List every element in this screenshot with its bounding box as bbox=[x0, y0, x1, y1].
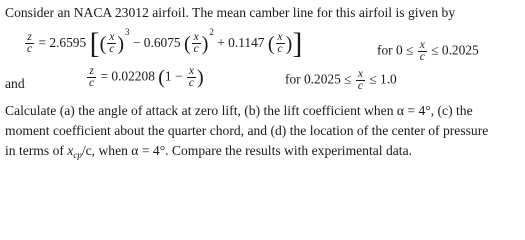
square-exponent: 2 bbox=[209, 27, 214, 37]
eq1-condition: for 0 ≤ $\frac{x}{c}$ ≤ 0.2025 bbox=[377, 39, 479, 63]
eq2-coefficient: = 0.02208 bbox=[100, 68, 155, 84]
eq1-term2: − 0.6075 bbox=[132, 35, 181, 50]
equation-2: $\frac{z}{c}$ = 0.02208 (1 − $\frac{x}{c}$ ) bbox=[89, 65, 204, 89]
left-bracket: [ bbox=[89, 26, 100, 60]
xcp-symbol: x bbox=[67, 143, 74, 158]
body-line-2: moment coefficient about the quarter chord, and (d) the location of the center of pressure bbox=[5, 123, 489, 138]
eq1-term3: + 0.1147 bbox=[217, 35, 265, 50]
eq2-condition: for 0.2025 ≤ $\frac{x}{c}$ ≤ 1.0 bbox=[285, 68, 397, 92]
and-label: and bbox=[5, 76, 25, 91]
xcp-subscript: cp bbox=[73, 150, 82, 160]
cube-exponent: 3 bbox=[125, 27, 130, 37]
right-bracket: ] bbox=[292, 26, 303, 60]
body-line-1: Calculate (a) the angle of attack at zero lift, (b) the lift coefficient when α = 4°, (c) the bbox=[5, 103, 473, 118]
eq1-coefficient: = 2.6595 bbox=[38, 35, 87, 50]
problem-intro: Consider an NACA 23012 airfoil. The mean camber line for this airfoil is given by bbox=[5, 5, 456, 20]
fraction-z-over-c: $\frac{z}{c}$ bbox=[27, 31, 33, 56]
body-line-3: in terms of $x_{cp}/c$, when α = 4°. Compare the results with experimental data. bbox=[5, 143, 413, 160]
equation-1: $\frac{z}{c}$ = 2.6595 [( $\frac{x}{c}$ )$^3$ − 0.6075 ( $\frac{x}{c}$ )$^2$ + 0.1147 ( $\frac{x}{c}$ )] bbox=[27, 26, 303, 60]
